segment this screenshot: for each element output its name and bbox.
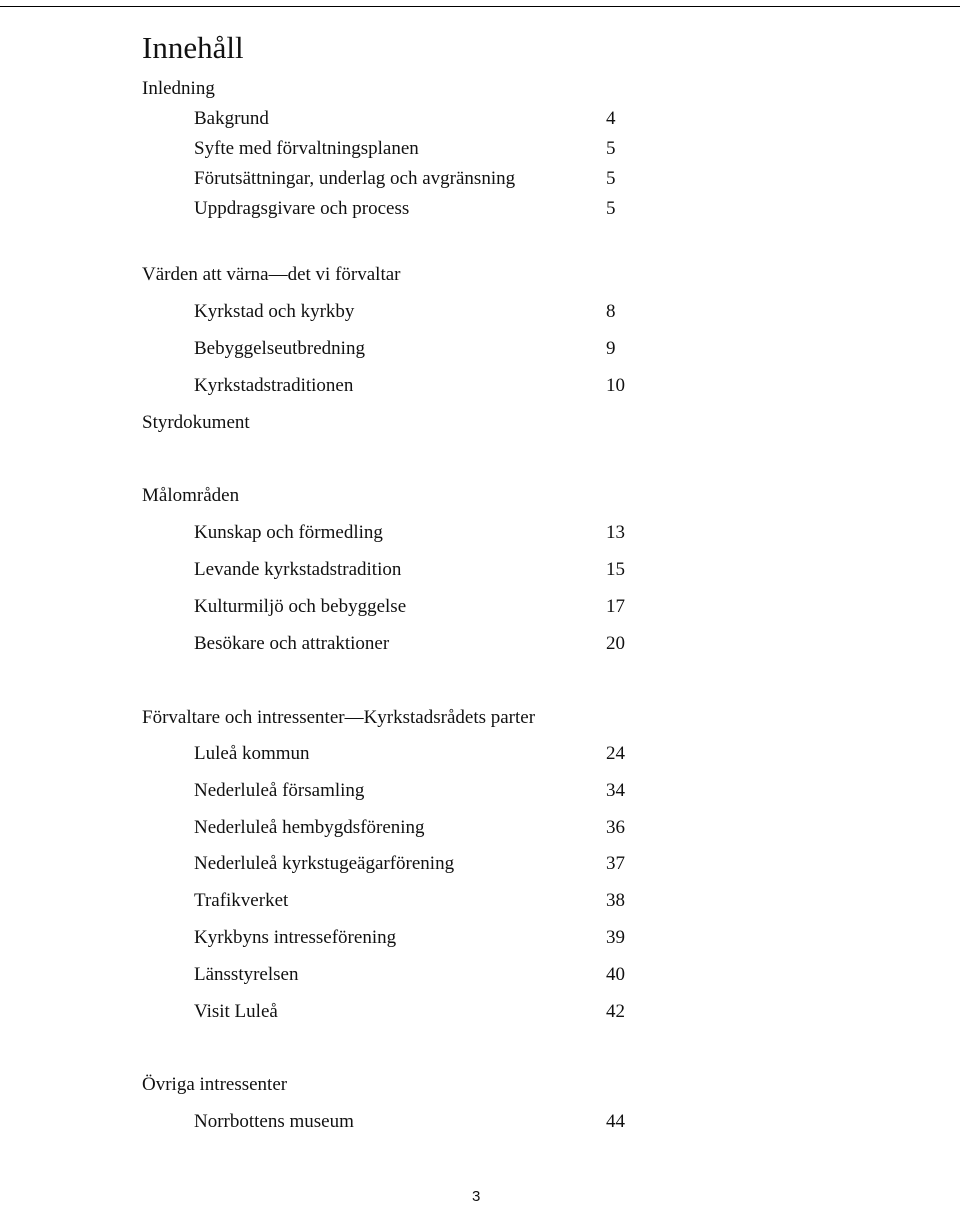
toc-entry[interactable] <box>194 137 634 161</box>
toc-entry-label: Uppdragsgivare och process <box>194 198 410 219</box>
toc-entry-page: 24 <box>606 743 625 764</box>
toc-entry-page: 5 <box>606 198 616 219</box>
toc-entry-label: Länsstyrelsen <box>194 964 299 985</box>
toc-entry-label: Norrbottens museum <box>194 1111 354 1132</box>
toc-heading-malomraden: Målområden <box>142 485 240 506</box>
toc-entry[interactable] <box>194 963 634 987</box>
toc-entry-label: Syfte med förvaltningsplanen <box>194 138 419 159</box>
toc-entry[interactable] <box>194 742 634 766</box>
toc-entry-label: Nederluleå kyrkstugeägarförening <box>194 853 455 874</box>
toc-entry[interactable] <box>194 107 634 131</box>
toc-entry[interactable] <box>194 889 634 913</box>
toc-entry[interactable] <box>194 558 634 582</box>
toc-heading-styrdokument: Styrdokument <box>142 412 250 433</box>
toc-entry-page: 44 <box>606 1111 625 1132</box>
page-title: Innehåll <box>142 30 244 65</box>
toc-entry-page: 39 <box>606 927 625 948</box>
page-number: 3 <box>472 1188 481 1205</box>
toc-entry[interactable] <box>194 521 634 545</box>
toc-heading-varden: Värden att värna—det vi förvaltar <box>142 264 401 285</box>
toc-entry[interactable] <box>194 374 634 398</box>
toc-entry[interactable] <box>194 779 634 803</box>
toc-entry-page: 17 <box>606 596 625 617</box>
toc-heading-forvaltare: Förvaltare och intressenter—Kyrkstadsrådets parter <box>142 707 536 728</box>
toc-entry-label: Visit Luleå <box>194 1001 278 1022</box>
toc-entry-label: Nederluleå hembygdsförening <box>194 817 425 838</box>
toc-entry-label: Kulturmiljö och bebyggelse <box>194 596 407 617</box>
toc-entry[interactable] <box>194 632 634 656</box>
toc-entry-label: Trafikverket <box>194 890 289 911</box>
toc-entry-page: 5 <box>606 168 616 189</box>
toc-heading-inledning: Inledning <box>142 78 215 99</box>
toc-entry-label: Besökare och attraktioner <box>194 633 390 654</box>
toc-entry-label: Bakgrund <box>194 108 269 129</box>
toc-entry[interactable] <box>194 926 634 950</box>
toc-entry-label: Bebyggelseutbredning <box>194 338 365 359</box>
toc-entry[interactable] <box>194 852 634 876</box>
toc-entry[interactable] <box>194 816 634 840</box>
toc-entry-label: Levande kyrkstadstradition <box>194 559 402 580</box>
toc-entry-page: 42 <box>606 1001 625 1022</box>
toc-entry[interactable] <box>194 337 634 361</box>
toc-entry[interactable] <box>194 300 634 324</box>
toc-entry-label: Kyrkbyns intresseförening <box>194 927 397 948</box>
toc-entry-label: Kyrkstad och kyrkby <box>194 301 355 322</box>
toc-entry-page: 13 <box>606 522 625 543</box>
toc-entry-page: 5 <box>606 138 616 159</box>
toc-entry-page: 15 <box>606 559 625 580</box>
toc-entry-label: Kyrkstadstraditionen <box>194 375 354 396</box>
toc-entry-page: 8 <box>606 301 616 322</box>
toc-entry[interactable] <box>194 197 634 221</box>
toc-entry-label: Förutsättningar, underlag och avgränsning <box>194 168 516 189</box>
toc-entry-page: 10 <box>606 375 625 396</box>
toc-entry[interactable] <box>194 167 634 191</box>
toc-heading-ovriga: Övriga intressenter <box>142 1074 288 1095</box>
toc-entry-page: 9 <box>606 338 616 359</box>
toc-entry-page: 36 <box>606 817 625 838</box>
toc-entry-page: 4 <box>606 108 616 129</box>
toc-entry-page: 37 <box>606 853 625 874</box>
toc-entry-label: Luleå kommun <box>194 743 310 764</box>
toc-entry-page: 34 <box>606 780 625 801</box>
toc-entry-label: Kunskap och förmedling <box>194 522 383 543</box>
toc-entry[interactable] <box>194 1000 634 1024</box>
toc-entry[interactable] <box>194 595 634 619</box>
toc-entry[interactable] <box>194 1110 634 1134</box>
toc-entry-label: Nederluleå församling <box>194 780 365 801</box>
toc-entry-page: 38 <box>606 890 625 911</box>
top-rule <box>0 6 960 7</box>
toc-entry-page: 40 <box>606 964 625 985</box>
toc-entry-page: 20 <box>606 633 625 654</box>
